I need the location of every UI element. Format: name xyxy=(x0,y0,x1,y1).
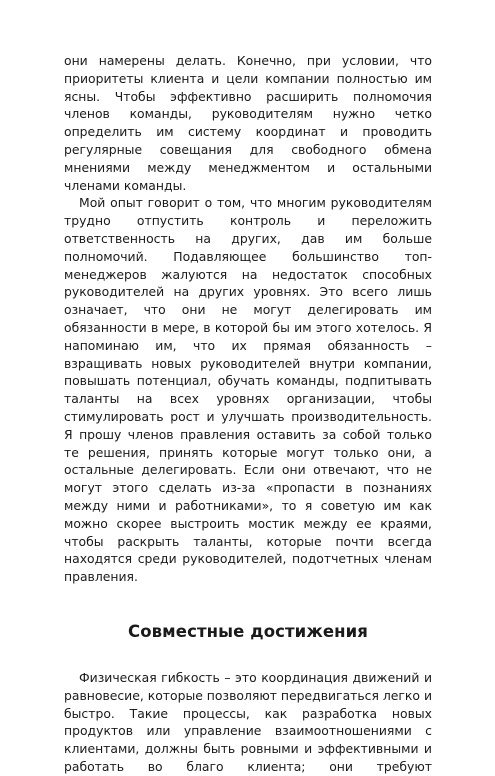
document-page xyxy=(64,52,432,776)
section-heading: Совместные достижения xyxy=(128,621,368,641)
paragraph-priorities: они намерены делать. Конечно, при условии, что приоритеты клиента и цели компании полностью им ясны. Чтобы эффективно расширить полномочия членов команды, руководителям нужно четко определить им систему координат и проводить регулярные совещания для свободного обмена мнениями между менеджментом и остальными членами команды. xyxy=(64,53,432,193)
paragraph-physical-flexibility: Физическая гибкость – это координация движений и равновесие, которые позволяют передвигаться легко и быстро. Такие процессы, как разработка новых продуктов или управление взаимоотношениями с клиентами, должны быть ровными и эффективными и работать во благо клиента; они требуют xyxy=(64,669,432,774)
paragraph-delegation-experience: Мой опыт говорит о том, что многим руководителям трудно отпустить контроль и переложить ответственность на других, дав им больше полномочий. Подавляющее большинство топ-менеджеров жалуются на недостаток способных руководителей на других уровнях. Это всего лишь означает, что они не могут делегировать им обязанности в мере, в которой бы им этого хотелось. Я напоминаю им, что их прямая обязанность – взращивать новых руководителей внутри компании, повышать потенциал, обучать команды, подпитывать таланты на всех уровнях организации, чтобы стимулировать рост и улучшать производительность. Я прошу членов правления оставить за собой только те решения, принять которые могут только они, а остальные делегировать. Если они отвечают, что не могут этого сделать из-за «пропасти в познаниях между ними и работниками», то я советую им как можно скорее выстроить мостик между ее краями, чтобы раскрыть таланты, которые почти всегда находятся среди руководителей, подотчетных членам правления. xyxy=(64,195,432,585)
